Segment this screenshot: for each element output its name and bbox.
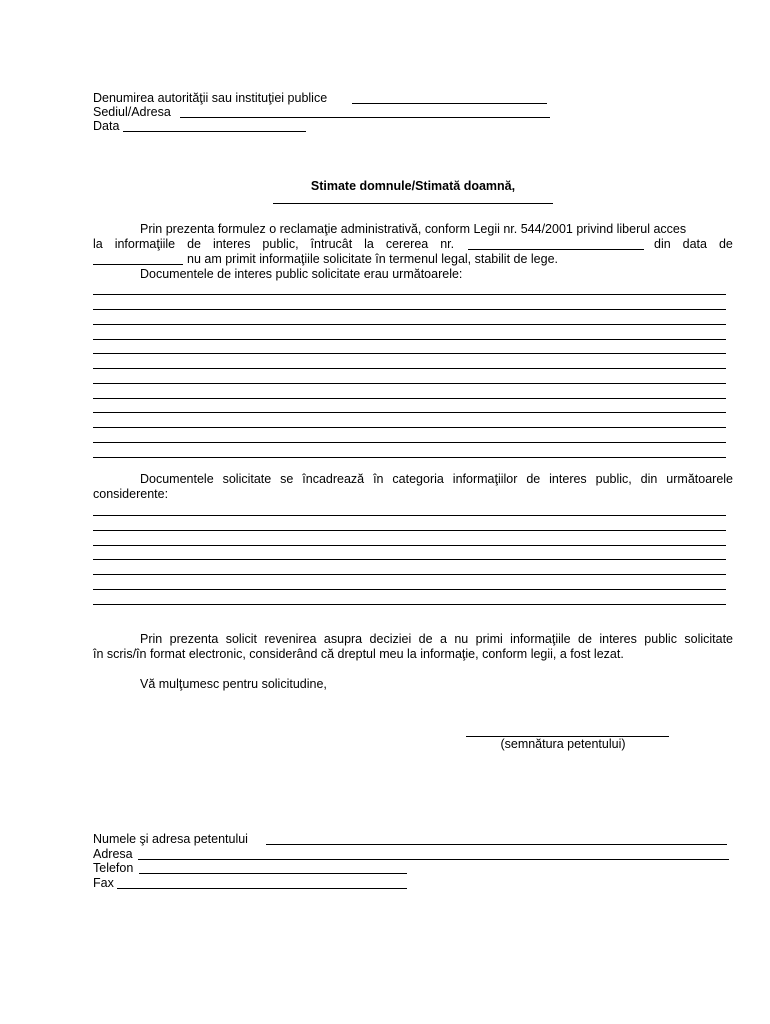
date-field[interactable] (123, 131, 306, 132)
documents-line[interactable] (93, 457, 726, 458)
word: interes (212, 237, 251, 251)
petitioner-fax-field[interactable] (117, 888, 407, 889)
documents-line[interactable] (93, 353, 726, 354)
documents-line[interactable] (93, 427, 726, 428)
considerations-line[interactable] (93, 559, 726, 560)
paragraph2-line1: Documentele solicitate se încadrează în categoria informaţiilor de interes public, din următoarele (140, 472, 733, 486)
considerations-line[interactable] (93, 530, 726, 531)
word: de (718, 237, 733, 251)
petitioner-phone-field[interactable] (139, 873, 407, 874)
documents-line[interactable] (93, 324, 726, 325)
considerations-line[interactable] (93, 545, 726, 546)
documents-line[interactable] (93, 368, 726, 369)
considerations-line[interactable] (93, 589, 726, 590)
address-label: Sediul/Adresa (93, 105, 171, 119)
authority-field[interactable] (352, 103, 547, 104)
salutation: Stimate domnule/Stimată doamnă, (310, 179, 516, 193)
paragraph1-line3: nu am primit informaţiile solicitate în termenul legal, stabilit de lege. (187, 252, 559, 266)
word: întrucât (310, 237, 353, 251)
documents-line[interactable] (93, 383, 726, 384)
word: informaţiile (114, 237, 176, 251)
documents-line[interactable] (93, 309, 726, 310)
request-number-field[interactable] (468, 249, 644, 250)
documents-line[interactable] (93, 442, 726, 443)
documents-line[interactable] (93, 339, 726, 340)
petitioner-address-field[interactable] (138, 859, 729, 860)
word: public, (262, 237, 299, 251)
signature-label: (semnătura petentului) (500, 737, 626, 751)
word: la (364, 237, 374, 251)
petitioner-address-label: Adresa (93, 847, 133, 861)
considerations-line[interactable] (93, 604, 726, 605)
request-date-field[interactable] (93, 264, 183, 265)
documents-line[interactable] (93, 412, 726, 413)
paragraph1-line1: Prin prezenta formulez o reclamaţie administrativă, conform Legii nr. 544/2001 privind liberul acces (140, 222, 687, 236)
word: la (93, 237, 103, 251)
documents-line[interactable] (93, 398, 726, 399)
documents-line[interactable] (93, 294, 726, 295)
considerations-line[interactable] (93, 574, 726, 575)
word: nr. (440, 237, 455, 251)
date-label: Data (93, 119, 120, 133)
petitioner-name-field[interactable] (266, 844, 727, 845)
documents-intro: Documentele de interes public solicitate erau următoarele: (140, 267, 463, 281)
paragraph3-line2: în scris/în format electronic, considerând că dreptul meu la informaţie, conform legii, a fost lezat. (93, 647, 624, 661)
petitioner-fax-label: Fax (93, 876, 114, 890)
paragraph2-line2: considerente: (93, 487, 169, 501)
word: data (682, 237, 707, 251)
word: cererea (385, 237, 429, 251)
word: de (187, 237, 201, 251)
salutation-underline (273, 203, 553, 204)
authority-label: Denumirea autorităţii sau instituţiei publice (93, 91, 328, 105)
considerations-line[interactable] (93, 515, 726, 516)
address-field[interactable] (180, 117, 550, 118)
word: din (654, 237, 671, 251)
petitioner-name-label: Numele şi adresa petentului (93, 832, 248, 846)
thanks-text: Vă mulţumesc pentru solicitudine, (140, 677, 327, 691)
paragraph3-line1: Prin prezenta solicit revenirea asupra deciziei de a nu primi informaţiile de interes public solicitate (140, 632, 733, 646)
petitioner-phone-label: Telefon (93, 861, 134, 875)
